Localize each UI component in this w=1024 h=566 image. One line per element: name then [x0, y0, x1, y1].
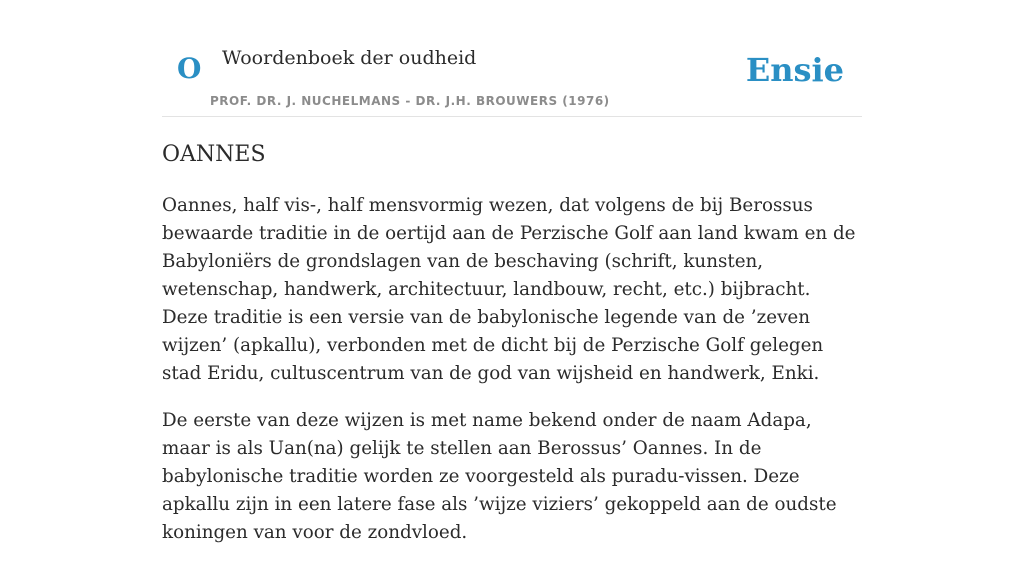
entry-paragraph: De eerste van deze wijzen is met name bekend onder de naam Adapa, maar is als Uan(na) gelijk te stellen aan Berossus’ Oannes. In de babylonische traditie worden ze voorgesteld als puradu-vissen. Deze apkallu zijn in een latere fase als ’wijze viziers’ gekoppeld aan de oudste koningen van voor de zondvloed.	[162, 410, 837, 543]
entry-title: OANNES	[162, 142, 266, 167]
index-letter[interactable]: O	[177, 52, 202, 85]
entry-paragraph: Oannes, half vis-, half mensvormig wezen, dat volgens de bij Berossus bewaarde traditie in de oertijd aan de Perzische Golf aan land kwam en de Babyloniërs de grondslagen van de beschaving (schrift, kunsten, wetenschap, handwerk, architectuur, landbouw, recht, etc.) bijbracht. Deze traditie is een versie van de babylonische legende van de ’zeven wijzen’ (apkallu), verbonden met de dicht bij de Perzische Golf gelegen stad Eridu, cultuscentrum van de god van wijsheid en handwerk, Enki.	[162, 195, 856, 384]
entry-content	[162, 192, 862, 566]
book-title[interactable]: Woordenboek der oudheid	[222, 47, 477, 69]
ensie-logo-link[interactable]: Ensie	[745, 51, 844, 89]
header	[162, 0, 862, 117]
book-authors: PROF. DR. J. NUCHELMANS - DR. J.H. BROUWERS (1976)	[210, 94, 610, 108]
